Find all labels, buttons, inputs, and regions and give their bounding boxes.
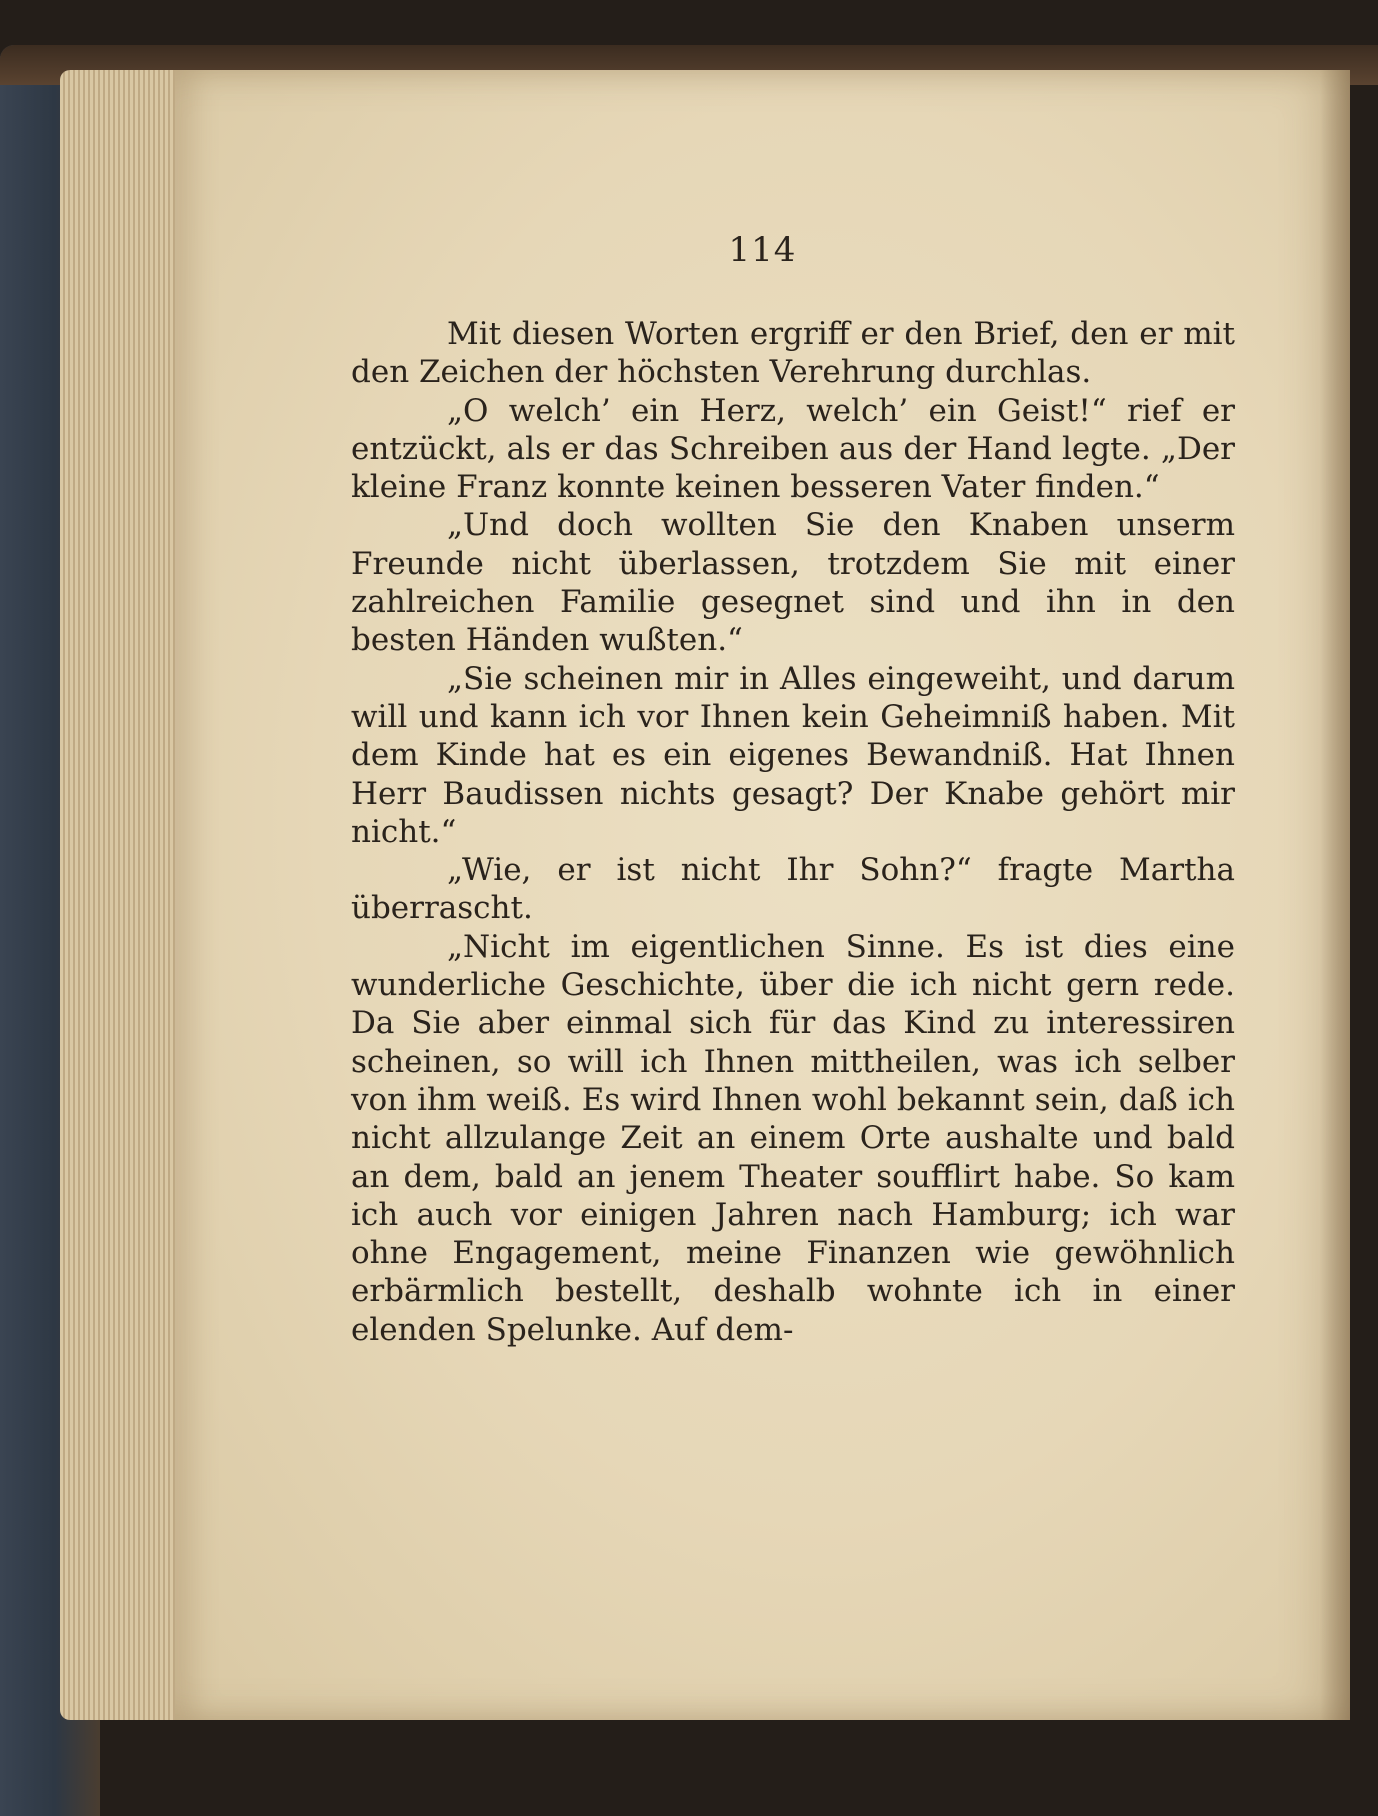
paragraph: „Wie, er ist nicht Ihr Sohn?“ fragte Martha überrascht. bbox=[351, 852, 1235, 927]
paragraph: „Nicht im eigentlichen Sinne. Es ist dies eine wunderliche Geschichte, über die ich nicht gern rede. Da Sie aber einmal sich für das Kind zu interessiren scheinen, so will ich Ihnen mittheilen, was ich selber von ihm weiß. Es wird Ihnen wohl bekannt sein, daß ich nicht allzulange Zeit an einem Orte aushalte und bald an dem, bald an jenem Theater soufflirt habe. So kam ich auch vor einigen Jahren nach Hamburg; ich war ohne Engagement, meine Finanzen wie gewöhnlich erbärmlich bestellt, deshalb wohnte ich in einer elenden Spelunke. Auf dem- bbox=[351, 928, 1235, 1348]
paragraph: „Und doch wollten Sie den Knaben unserm Freunde nicht überlassen, trotzdem Sie mit einer zahlreichen Familie gesegnet sind und ihn in den besten Händen wußten.“ bbox=[351, 507, 1235, 659]
page-gutter-shadow bbox=[1320, 70, 1350, 1720]
page-number: 114 bbox=[728, 230, 797, 270]
paragraph: „O welch’ ein Herz, welch’ ein Geist!“ rief er entzückt, als er das Schreiben aus der Hand legte. „Der kleine Franz konnte keinen besseren Vater finden.“ bbox=[351, 392, 1235, 506]
book-page bbox=[175, 70, 1350, 1720]
page-stack-edges bbox=[60, 70, 190, 1720]
paragraph: Mit diesen Worten ergriff er den Brief, den er mit den Zeichen der höchsten Verehrung durchlas. bbox=[351, 316, 1235, 391]
paragraph: „Sie scheinen mir in Alles eingeweiht, und darum will und kann ich vor Ihnen kein Geheimniß haben. Mit dem Kinde hat es ein eigenes Bewandniß. Hat Ihnen Herr Baudissen nichts gesagt? Der Knabe gehört mir nicht.“ bbox=[351, 660, 1235, 850]
page-text-block bbox=[351, 315, 1235, 1349]
